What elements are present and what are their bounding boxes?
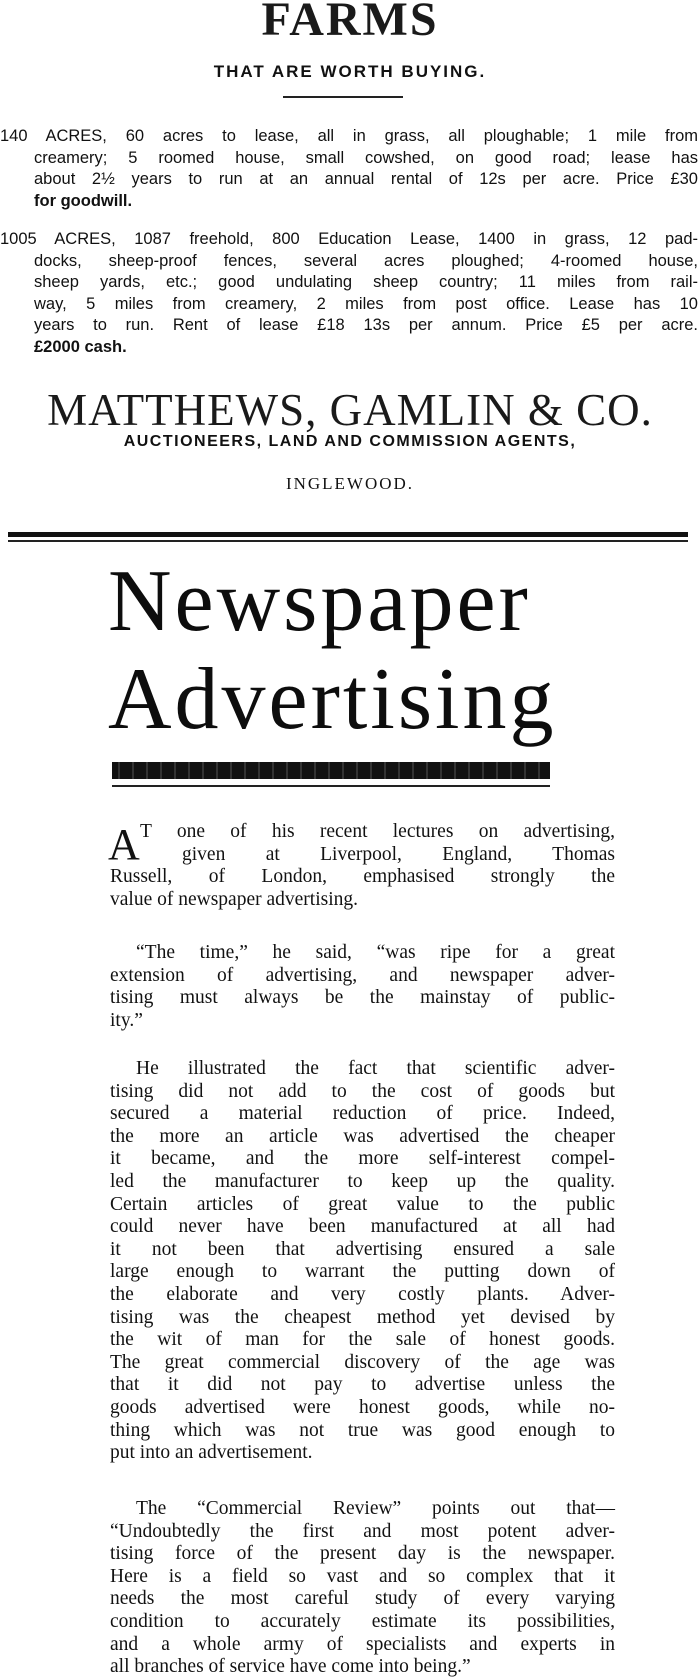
ornament-underline — [112, 785, 550, 787]
listing-line: 140 ACRES, 60 acres to lease, all in grass, all ploughable; 1 mile from — [0, 127, 698, 145]
farm-listing-1 — [0, 126, 698, 212]
paragraph-line: Russell, of London, emphasised strongly the — [110, 866, 615, 888]
agent-description: AUCTIONEERS, LAND AND COMMISSION AGENTS, — [123, 433, 577, 450]
paragraph-line: ity.” — [110, 1009, 143, 1031]
paragraph-line: that it did not pay to advertise unless the — [110, 1374, 615, 1396]
listing-line: 1005 ACRES, 1087 freehold, 800 Education Lease, 1400 in grass, 12 pad- — [0, 230, 698, 248]
paragraph-line: all branches of service have come into being.” — [110, 1656, 471, 1678]
article-paragraph-1 — [110, 821, 615, 911]
paragraph-line: tising was the cheapest method yet devised by — [110, 1306, 615, 1328]
paragraph-line: value of newspaper advertising. — [110, 888, 358, 910]
article-headline-line-1: Newspaper — [108, 553, 531, 650]
section-divider-thick — [8, 532, 688, 537]
agent-name: MATTHEWS, GAMLIN & CO. — [47, 385, 653, 435]
paragraph-line: secured a material reduction of price. Indeed, — [110, 1103, 615, 1125]
agent-place: INGLEWOOD. — [285, 474, 415, 493]
paragraph-line: the more an article was advertised the cheaper — [110, 1125, 615, 1147]
paragraph-line: it not been that advertising ensured a sale — [110, 1238, 615, 1260]
paragraph-line: tising did not add to the cost of goods but — [110, 1080, 615, 1102]
paragraph-line: T one of his recent lectures on advertising, — [140, 821, 615, 842]
listing-line: docks, sheep-proof fences, several acres ploughed; 4-roomed house, — [34, 251, 698, 270]
article-headline-line-2: Advertising — [108, 651, 557, 748]
listing-line: years to run. Rent of lease £18 13s per annum. Price £5 per acre. — [34, 316, 698, 334]
listing-line: creamery; 5 roomed house, small cowshed, on good road; lease has — [34, 148, 698, 167]
short-divider — [283, 96, 403, 98]
paragraph-line: large enough to warrant the putting down of — [110, 1261, 615, 1283]
paragraph-line: could never have been manufactured at all had — [110, 1216, 615, 1238]
paragraph-line: and a whole army of specialists and experts in — [110, 1633, 615, 1655]
paragraph-line: tising force of the present day is the newspaper. — [110, 1543, 615, 1565]
article-paragraph-3 — [110, 1058, 615, 1465]
article-paragraph-4 — [110, 1498, 615, 1679]
paragraph-line: goods advertised were honest goods, while no- — [110, 1396, 615, 1418]
listing-line: about 2½ years to run at an annual rental of 12s per acre. Price £30 — [34, 170, 698, 188]
paragraph-line: “Undoubtedly the first and most potent adver- — [110, 1520, 615, 1542]
paragraph-line: Here is a field so vast and so complex that it — [110, 1565, 615, 1587]
paragraph-line: the wit of man for the sale of honest goods. — [110, 1329, 615, 1351]
paragraph-line: needs the most careful study of every varying — [110, 1588, 615, 1610]
listing-line: for goodwill. — [34, 191, 133, 210]
paragraph-line: thing which was not true was good enough to — [110, 1419, 615, 1441]
article-paragraph-2 — [110, 942, 615, 1032]
section-divider-thin — [8, 540, 688, 542]
paragraph-line: it became, and the more self-interest compel- — [110, 1148, 615, 1170]
paragraph-line: tising must always be the mainstay of public- — [110, 987, 615, 1009]
paragraph-line: extension of advertising, and newspaper adver- — [110, 964, 615, 986]
farms-subheading: THAT ARE WORTH BUYING. — [213, 62, 487, 81]
ornament-bar — [112, 762, 550, 779]
paragraph-line: the elaborate and very costly plants. Adver- — [110, 1283, 615, 1305]
listing-line: £2000 cash. — [34, 337, 127, 356]
paragraph-line: The “Commercial Review” points out that— — [136, 1498, 615, 1519]
paragraph-line: condition to accurately estimate its possibilities, — [110, 1610, 615, 1632]
drop-cap: A — [108, 820, 140, 869]
farm-listing-2 — [0, 229, 698, 358]
listing-line: sheep yards, etc.; good undulating sheep country; 11 miles from rail- — [34, 273, 698, 291]
paragraph-line: “The time,” he said, “was ripe for a great — [136, 942, 615, 963]
listing-line: way, 5 miles from creamery, 2 miles from post office. Lease has 10 — [34, 294, 698, 313]
farms-heading: FARMS — [261, 0, 439, 46]
paragraph-line: given at Liverpool, England, Thomas — [182, 843, 615, 865]
paragraph-line: put into an advertisement. — [110, 1442, 313, 1464]
paragraph-line: He illustrated the fact that scientific adver- — [136, 1058, 615, 1079]
paragraph-line: The great commercial discovery of the age was — [110, 1351, 615, 1373]
paragraph-line: Certain articles of great value to the public — [110, 1193, 615, 1215]
paragraph-line: led the manufacturer to keep up the quality. — [110, 1170, 615, 1192]
